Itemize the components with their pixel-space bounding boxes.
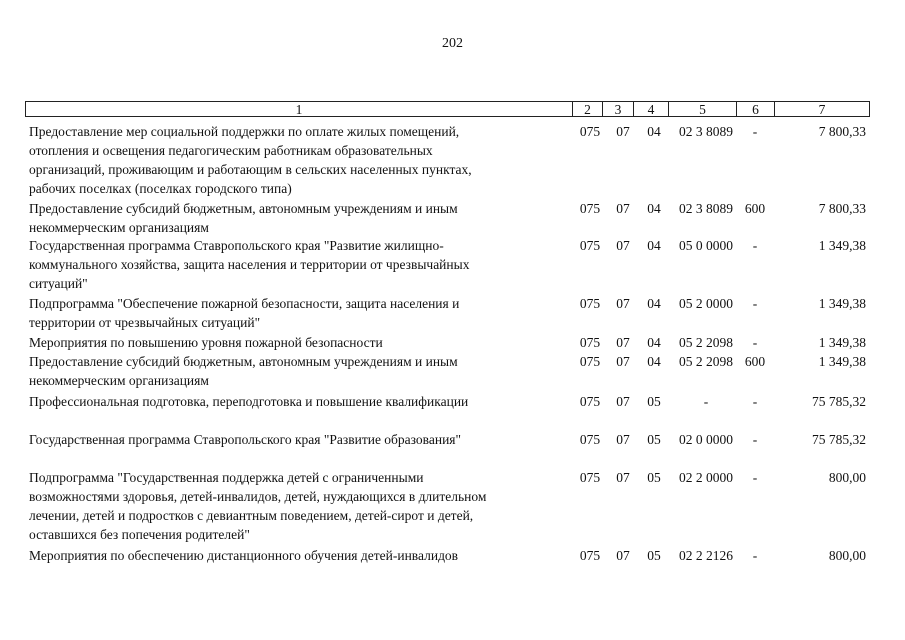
header-col-5: 5 [668,101,736,117]
cell-col-7: 1 349,38 [818,354,866,369]
row-name-line: Подпрограмма "Государственная поддержка детей с ограниченными [29,470,424,485]
row-name [29,199,569,237]
row-name-line: Предоставление субсидий бюджетным, автономным учреждениям и иным [29,201,458,216]
cell-col-3: 07 [616,124,630,139]
row-name [29,430,569,449]
cell-col-6: - [752,335,758,350]
cell-col-2: 075 [579,470,601,485]
row-name-line: организаций, проживающим и работающим в сельских населенных пунктах, [29,162,472,177]
row-name-line: территории от чрезвычайных ситуаций" [29,315,261,330]
cell-col-4: 04 [647,354,661,369]
row-name [29,468,569,544]
cell-col-3: 07 [616,470,630,485]
cell-col-7: 7 800,33 [818,201,866,216]
cell-col-6: 600 [744,354,766,369]
row-name-line: коммунального хозяйства, защита населения и территории от чрезвычайных [29,257,470,272]
cell-col-6: - [752,394,758,409]
cell-col-5: 02 3 8089 [679,201,733,216]
row-name [29,352,569,390]
cell-col-5: 05 2 2098 [679,354,733,369]
row-name-line: Мероприятия по обеспечению дистанционного обучения детей-инвалидов [29,548,459,563]
row-name-line: Мероприятия по повышению уровня пожарной безопасности [29,335,383,350]
row-name-line: рабочих поселках (поселках городского типа) [29,181,292,196]
cell-col-2: 075 [579,296,601,311]
cell-col-7: 75 785,32 [812,432,866,447]
row-name [29,122,569,198]
row-name [29,236,569,293]
cell-col-4: 05 [647,548,661,563]
cell-col-5: 02 2 2126 [679,548,733,563]
cell-col-6: - [752,470,758,485]
row-name [29,333,569,352]
row-name-line: Подпрограмма "Обеспечение пожарной безопасности, защита населения и [29,296,460,311]
header-col-6: 6 [736,101,774,117]
row-name-line: оставшихся без попечения родителей" [29,527,250,542]
cell-col-3: 07 [616,335,630,350]
row-name-line: Предоставление субсидий бюджетным, автономным учреждениям и иным [29,354,458,369]
cell-col-5: 05 2 0000 [679,296,733,311]
cell-col-4: 04 [647,335,661,350]
cell-col-3: 07 [616,201,630,216]
cell-col-6: - [752,432,758,447]
header-col-1: 1 [25,101,572,117]
cell-col-4: 04 [647,201,661,216]
row-name [29,392,569,411]
cell-col-3: 07 [616,238,630,253]
cell-col-7: 75 785,32 [812,394,866,409]
header-col-4: 4 [633,101,668,117]
cell-col-7: 800,00 [828,548,866,563]
cell-col-2: 075 [579,394,601,409]
cell-col-4: 04 [647,124,661,139]
cell-col-3: 07 [616,432,630,447]
cell-col-5: - [703,394,709,409]
cell-col-2: 075 [579,201,601,216]
row-name-line: Государственная программа Ставропольского края "Развитие образования" [29,432,462,447]
cell-col-3: 07 [616,354,630,369]
row-name [29,546,569,565]
row-name-line: некоммерческим организациям [29,373,209,388]
cell-col-6: 600 [744,201,766,216]
cell-col-7: 1 349,38 [818,238,866,253]
cell-col-2: 075 [579,354,601,369]
cell-col-2: 075 [579,335,601,350]
cell-col-4: 05 [647,432,661,447]
cell-col-6: - [752,548,758,563]
cell-col-3: 07 [616,394,630,409]
cell-col-6: - [752,124,758,139]
header-col-7: 7 [774,101,870,117]
cell-col-5: 05 2 2098 [679,335,733,350]
cell-col-7: 1 349,38 [818,296,866,311]
cell-col-5: 05 0 0000 [679,238,733,253]
row-name [29,294,569,332]
page-number: 202 [442,36,463,51]
header-col-3: 3 [602,101,633,117]
row-name-line: лечении, детей и подростков с девиантным поведением, детей-сирот и детей, [29,508,474,523]
cell-col-7: 1 349,38 [818,335,866,350]
cell-col-6: - [752,238,758,253]
row-name-line: отопления и освещения педагогическим работникам образовательных [29,143,433,158]
row-name-line: ситуаций" [29,276,88,291]
cell-col-3: 07 [616,296,630,311]
cell-col-7: 7 800,33 [818,124,866,139]
cell-col-2: 075 [579,432,601,447]
cell-col-2: 075 [579,238,601,253]
cell-col-3: 07 [616,548,630,563]
row-name-line: некоммерческим организациям [29,220,209,235]
row-name-line: Государственная программа Ставропольского края "Развитие жилищно- [29,238,444,253]
cell-col-5: 02 3 8089 [679,124,733,139]
row-name-line: Предоставление мер социальной поддержки по оплате жилых помещений, [29,124,460,139]
cell-col-5: 02 2 0000 [679,470,733,485]
cell-col-4: 05 [647,470,661,485]
row-name-line: возможностями здоровья, детей-инвалидов, детей, нуждающихся в длительном [29,489,487,504]
cell-col-4: 05 [647,394,661,409]
cell-col-4: 04 [647,238,661,253]
row-name-line: Профессиональная подготовка, переподготовка и повышение квалификации [29,394,469,409]
cell-col-2: 075 [579,548,601,563]
cell-col-2: 075 [579,124,601,139]
cell-col-7: 800,00 [828,470,866,485]
cell-col-4: 04 [647,296,661,311]
header-col-2: 2 [572,101,602,117]
cell-col-6: - [752,296,758,311]
cell-col-5: 02 0 0000 [679,432,733,447]
